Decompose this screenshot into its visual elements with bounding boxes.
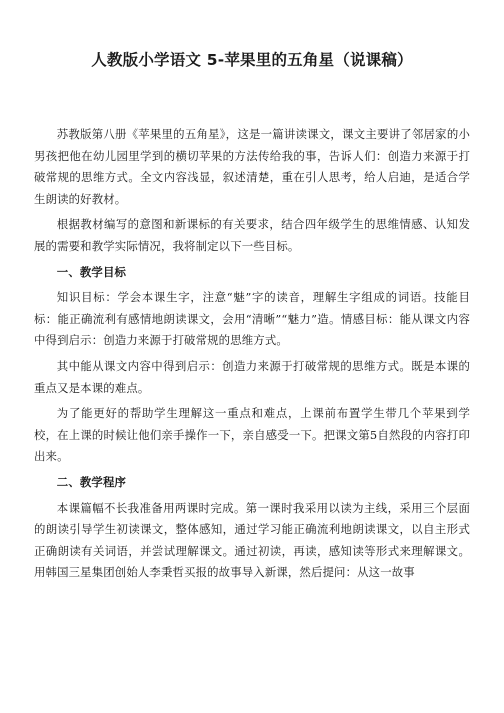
paragraph: 苏教版第八册《苹果里的五角星》，这是一篇讲读课文，课文主要讲了邻居家的小男孩把他在幼儿园里学到的横切苹果的方法传给我的事，告诉人们：创造力来源于打破常规的思维方式。全文内容浅显，叙述清楚，重在引人思考，给人启迪，是适合学生朗读的好教材。 (34, 127, 470, 206)
section-heading-teaching-procedure: 二、教学程序 (56, 474, 127, 489)
paragraph: 知识目标：学会本课生字，注意“魅”字的读音，理解生字组成的词语。技能目标：能正确流利有感情地朗读课文，会用“清晰”“魅力”造。情感目标：能从课文内容中得到启示：创造力来源于打破常规的思维方式。 (34, 290, 470, 348)
document-title: 人教版小学语文 5-苹果里的五角星（说课稿） (91, 51, 413, 69)
paragraph: 本课篇幅不长我准备用两课时完成。第一课时我采用以读为主线，采用三个层面的朗读引导学生初读课文，整体感知，通过学习能正确流利地朗读课文，以自主形式正确朗读有关词语，并尝试理解课文。通过初读，再读，感知读等形式来理解课文。用韩国三星集团创始人李秉哲买报的故事导入新课，然后提问：从这一故事 (34, 500, 470, 580)
paragraph: 根据教材编写的意图和新课标的有关要求，结合四年级学生的思维情感、认知发展的需要和教学实际情况，我将制定以下一些目标。 (34, 217, 470, 253)
document-body (34, 124, 470, 588)
paragraph: 为了能更好的帮助学生理解这一重点和难点，上课前布置学生带几个苹果到学校，在上课的时候让他们亲手操作一下，亲自感受一下。把课文第5自然段的内容打印出来。 (34, 406, 470, 464)
paragraph: 其中能从课文内容中得到启示：创造力来源于打破常规的思维方式。既是本课的重点又是本课的难点。 (34, 358, 470, 395)
section-heading-teaching-goals: 一、教学目标 (56, 264, 127, 279)
